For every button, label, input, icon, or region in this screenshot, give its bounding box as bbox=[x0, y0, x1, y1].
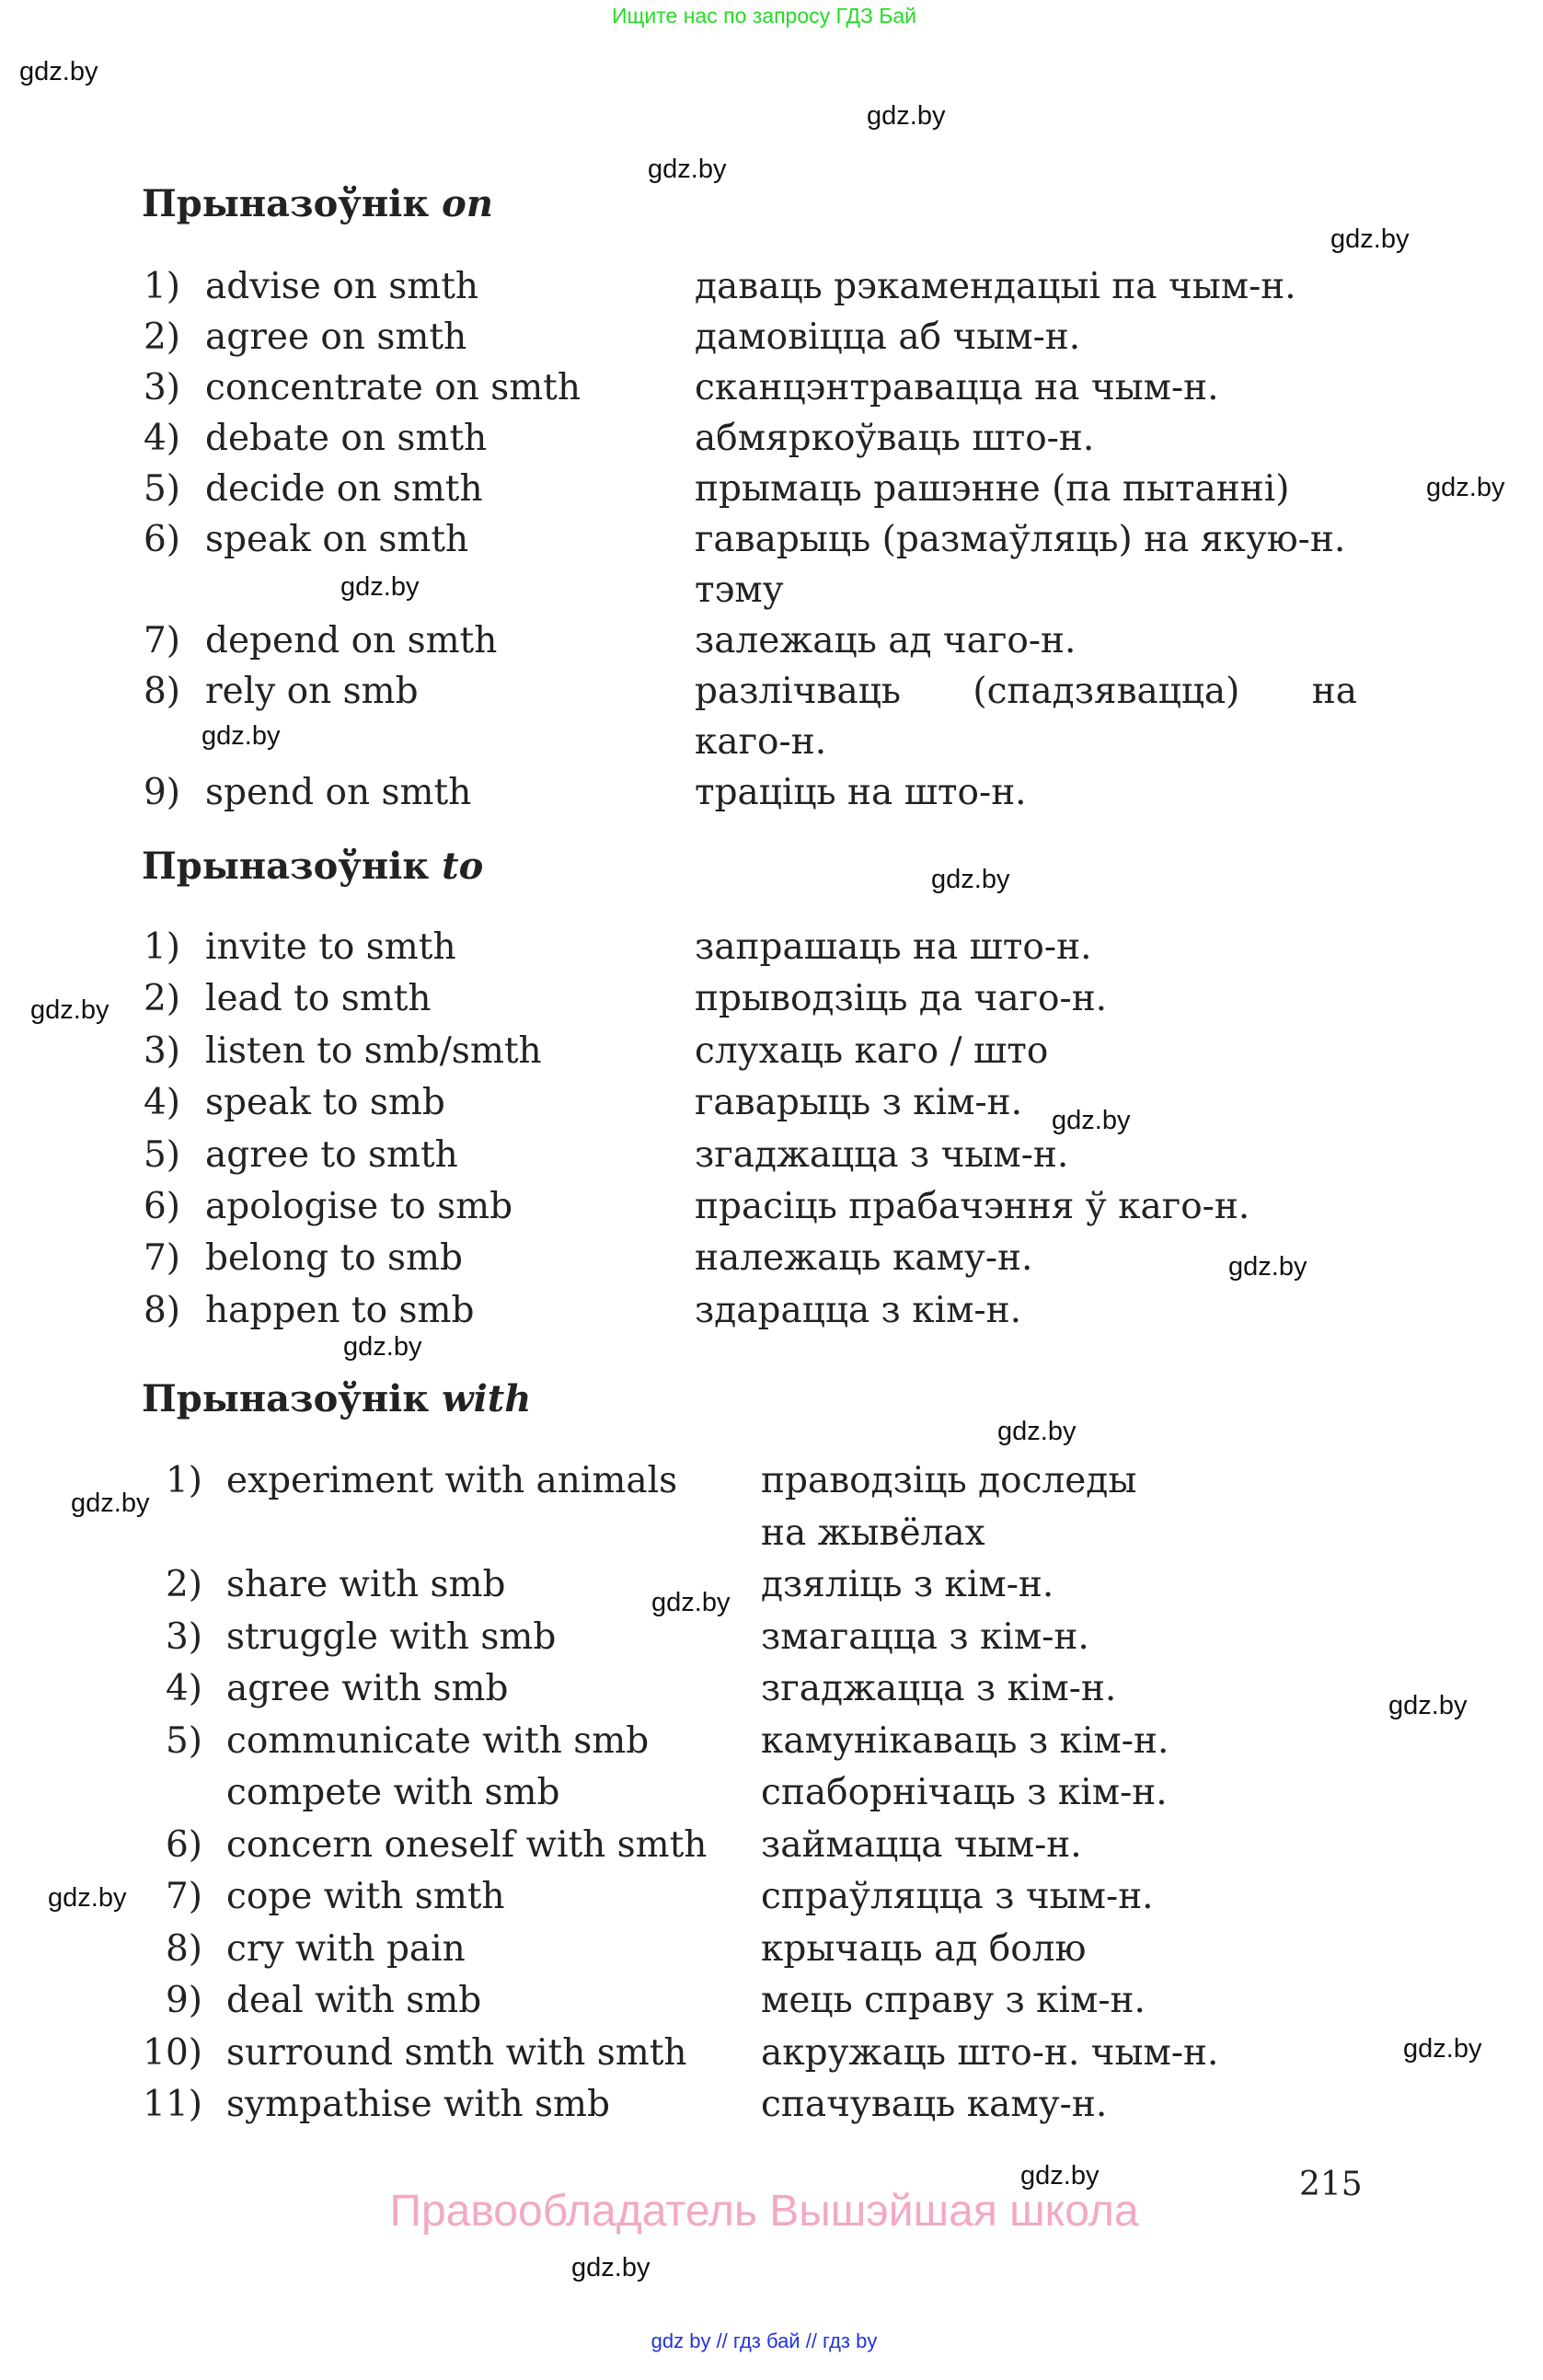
item-number: 8) bbox=[143, 1289, 180, 1331]
term-line: cope with smth bbox=[226, 1876, 505, 1917]
item-number: 9) bbox=[165, 1980, 202, 2021]
item-number: 7) bbox=[143, 620, 180, 661]
item-translation bbox=[761, 1455, 1136, 1559]
item-term bbox=[226, 1924, 466, 1976]
translation-line: на жывёлах bbox=[761, 1512, 985, 1554]
item-translation bbox=[761, 1820, 1082, 1872]
heading-preposition: on bbox=[442, 182, 493, 225]
list-item bbox=[0, 1975, 1543, 2028]
translation-line: згаджацца з чым-н. bbox=[695, 1133, 1069, 1176]
item-number: 6) bbox=[165, 1823, 202, 1866]
item-translation bbox=[695, 615, 1076, 666]
item-number: 4) bbox=[165, 1668, 202, 1709]
translation-line: мець справу з кім-н. bbox=[761, 1980, 1146, 2021]
heading-prefix: Прыназоўнік bbox=[142, 182, 430, 225]
term-line: cry with pain bbox=[226, 1927, 466, 1970]
term-line: rely on smb bbox=[205, 671, 419, 712]
list-item bbox=[0, 922, 1543, 973]
list-item bbox=[0, 1130, 1543, 1181]
item-translation bbox=[695, 767, 1027, 818]
heading-preposition: to bbox=[442, 845, 484, 888]
term-line: concern oneself with smth bbox=[226, 1823, 708, 1866]
item-number: 7) bbox=[143, 1237, 180, 1280]
item-term bbox=[205, 922, 456, 973]
item-translation bbox=[695, 362, 1219, 413]
item-term bbox=[205, 1285, 474, 1337]
list-item bbox=[0, 615, 1543, 666]
item-term bbox=[226, 1612, 556, 1664]
translation-line: належаць каму-н. bbox=[695, 1237, 1033, 1280]
translation-line: крычаць ад болю bbox=[761, 1927, 1087, 1970]
term-line: agree to smth bbox=[205, 1133, 458, 1176]
list-item bbox=[0, 1026, 1543, 1077]
list-item bbox=[0, 413, 1543, 464]
term-line: decide on smth bbox=[205, 468, 483, 510]
item-translation bbox=[695, 514, 1345, 615]
item-translation bbox=[761, 1663, 1116, 1716]
list-item bbox=[0, 1285, 1543, 1337]
item-number: 1) bbox=[143, 926, 180, 968]
item-translation bbox=[761, 2079, 1107, 2132]
watermark-text: gdz.by bbox=[997, 1417, 1077, 1446]
translation-line: сканцэнтравацца на чым-н. bbox=[695, 367, 1219, 408]
translation-line: праводзіць доследы bbox=[761, 1460, 1137, 1501]
watermark-text: gdz.by bbox=[19, 57, 98, 86]
heading-with bbox=[142, 1377, 531, 1420]
list-with bbox=[0, 1455, 1543, 2132]
list-item bbox=[0, 1181, 1543, 1233]
item-term bbox=[226, 1455, 677, 1508]
term-line: speak on smth bbox=[205, 519, 469, 560]
translation-line: даваць рэкамендацыі па чым-н. bbox=[695, 266, 1296, 307]
list-item bbox=[0, 973, 1543, 1025]
item-number: 8) bbox=[143, 671, 180, 712]
list-to bbox=[0, 922, 1543, 1337]
item-translation bbox=[761, 1924, 1086, 1976]
item-translation bbox=[695, 1181, 1249, 1233]
item-number: 3) bbox=[165, 1615, 202, 1658]
item-number: 3) bbox=[143, 367, 180, 408]
item-term bbox=[226, 1559, 506, 1612]
item-term bbox=[205, 1181, 512, 1233]
watermark-text: gdz.by bbox=[71, 1489, 150, 1518]
item-term bbox=[205, 413, 487, 464]
watermark-text: gdz.by bbox=[867, 101, 946, 131]
term-line: listen to smb/smth bbox=[205, 1029, 542, 1072]
watermark-text: gdz.by bbox=[1228, 1252, 1307, 1282]
item-term bbox=[205, 1130, 458, 1181]
item-translation bbox=[695, 312, 1080, 362]
list-item bbox=[0, 1820, 1543, 1872]
term-line: depend on smth bbox=[205, 620, 498, 661]
watermark-text: gdz.by bbox=[931, 865, 1010, 894]
list-item bbox=[0, 261, 1543, 312]
item-number: 8) bbox=[165, 1927, 202, 1970]
item-number: 6) bbox=[143, 519, 180, 560]
list-item bbox=[0, 1663, 1543, 1716]
item-number: 9) bbox=[143, 772, 180, 813]
watermark-text: gdz.by bbox=[1426, 473, 1505, 502]
item-translation bbox=[695, 464, 1289, 514]
term-line: spend on smth bbox=[205, 772, 472, 813]
item-translation bbox=[761, 1612, 1089, 1664]
item-term bbox=[226, 1975, 481, 2028]
item-number: 10) bbox=[143, 2031, 202, 2074]
list-item bbox=[0, 1455, 1543, 1559]
item-term bbox=[226, 1871, 505, 1924]
page-number: 215 bbox=[1299, 2166, 1363, 2203]
translation-line: прыводзіць да чаго-н. bbox=[695, 978, 1108, 1020]
list-item bbox=[0, 514, 1543, 615]
translation-word: разлічваць bbox=[695, 671, 902, 712]
watermark-text: gdz.by bbox=[343, 1332, 422, 1362]
item-term bbox=[226, 2028, 687, 2080]
item-term bbox=[205, 666, 419, 717]
translation-line: прымаць рашэнне (па пытанні) bbox=[695, 468, 1290, 510]
item-number: 6) bbox=[143, 1186, 180, 1228]
translation-line: гаварыць з кім-н. bbox=[695, 1082, 1023, 1124]
item-term bbox=[205, 1026, 542, 1077]
translation-line: траціць на што-н. bbox=[695, 772, 1027, 813]
item-term bbox=[205, 261, 478, 312]
item-term bbox=[226, 1820, 707, 1872]
list-item bbox=[0, 464, 1543, 514]
translation-line: запрашаць на што-н. bbox=[695, 926, 1092, 968]
item-number: 5) bbox=[165, 1719, 202, 1762]
term-line: apologise to smb bbox=[205, 1186, 513, 1228]
translation-line: дамовіцца аб чым-н. bbox=[695, 316, 1081, 358]
list-item bbox=[0, 1233, 1543, 1284]
term-line: debate on smth bbox=[205, 418, 488, 459]
translation-line: залежаць ад чаго-н. bbox=[695, 620, 1077, 661]
list-item bbox=[0, 2079, 1543, 2132]
list-item bbox=[0, 1924, 1543, 1976]
list-on bbox=[0, 261, 1543, 818]
watermark-text: gdz.by bbox=[1052, 1106, 1131, 1135]
item-number: 7) bbox=[165, 1876, 202, 1917]
translation-line: камунікаваць з кім-н. bbox=[761, 1719, 1169, 1762]
translation-line: спаборнічаць з кім-н. bbox=[761, 1772, 1168, 1813]
item-term bbox=[205, 464, 483, 514]
translation-line: здарацца з кім-н. bbox=[695, 1289, 1021, 1331]
list-item bbox=[0, 312, 1543, 362]
translation-line: акружаць што-н. чым-н. bbox=[761, 2031, 1219, 2074]
item-number: 1) bbox=[165, 1460, 202, 1501]
translation-word: на bbox=[1311, 671, 1357, 712]
translation-line: гаварыць (размаўляць) на якую-н. bbox=[695, 519, 1346, 560]
translation-line: абмяркоўваць што-н. bbox=[695, 418, 1095, 459]
item-number: 4) bbox=[143, 418, 180, 459]
term-line: invite to smth bbox=[205, 926, 456, 968]
list-item bbox=[0, 362, 1543, 413]
term-line: communicate with smb bbox=[226, 1719, 650, 1762]
list-item bbox=[0, 1559, 1543, 1612]
translation-line: прасіць прабачэння ў каго-н. bbox=[695, 1186, 1250, 1228]
copyright-notice: Правообладатель Вышэйшая школа bbox=[389, 2187, 1139, 2236]
item-number: 1) bbox=[143, 266, 180, 307]
item-translation bbox=[695, 1130, 1068, 1181]
watermark-text: gdz.by bbox=[30, 995, 109, 1025]
item-term bbox=[205, 312, 466, 362]
item-number: 2) bbox=[165, 1564, 202, 1605]
list-item bbox=[0, 666, 1543, 767]
heading-preposition: with bbox=[442, 1377, 532, 1420]
item-number: 2) bbox=[143, 316, 180, 358]
list-item bbox=[0, 1612, 1543, 1664]
watermark-text: gdz.by bbox=[651, 1588, 731, 1617]
item-number: 5) bbox=[143, 468, 180, 510]
term-line: belong to smb bbox=[205, 1237, 463, 1280]
item-number: 11) bbox=[143, 2084, 202, 2125]
term-line: share with smb bbox=[226, 1564, 506, 1605]
item-number: 2) bbox=[143, 978, 180, 1020]
watermark-text: gdz.by bbox=[571, 2253, 651, 2282]
heading-prefix: Прыназоўнік bbox=[142, 1377, 430, 1420]
heading-on bbox=[142, 182, 493, 225]
item-term bbox=[226, 2079, 610, 2132]
item-translation bbox=[695, 1026, 1048, 1077]
list-item bbox=[0, 767, 1543, 818]
term-line: advise on smth bbox=[205, 266, 478, 307]
footer-links[interactable]: gdz by // гдз бай // гдз by bbox=[651, 2329, 878, 2352]
term-line: deal with smb bbox=[226, 1980, 482, 2021]
translation-line: займацца чым-н. bbox=[761, 1823, 1082, 1866]
item-translation bbox=[761, 2028, 1218, 2080]
translation-line: згаджацца з кім-н. bbox=[761, 1668, 1117, 1709]
watermark-text: gdz.by bbox=[1330, 224, 1410, 254]
term-line: concentrate on smth bbox=[205, 367, 581, 408]
item-term bbox=[205, 1233, 463, 1284]
watermark-text: gdz.by bbox=[1020, 2161, 1100, 2190]
item-term bbox=[205, 1077, 445, 1129]
item-term bbox=[226, 1663, 508, 1716]
heading-prefix: Прыназоўнік bbox=[142, 845, 430, 888]
translation-line: тэму bbox=[695, 569, 784, 611]
list-item bbox=[0, 1716, 1543, 1820]
item-translation bbox=[695, 1285, 1021, 1337]
watermark-text: gdz.by bbox=[1388, 1691, 1468, 1720]
list-item bbox=[0, 1871, 1543, 1924]
translation-line bbox=[695, 666, 1357, 717]
term-line: experiment with animals bbox=[226, 1460, 678, 1501]
watermark-text: gdz.by bbox=[1403, 2034, 1482, 2064]
item-translation bbox=[761, 1975, 1146, 2028]
item-translation bbox=[695, 413, 1094, 464]
term-line: lead to smth bbox=[205, 978, 432, 1020]
top-search-banner[interactable]: Ищите нас по запросу ГДЗ Бай bbox=[611, 4, 917, 28]
heading-to bbox=[142, 845, 483, 888]
watermark-text: gdz.by bbox=[648, 155, 727, 184]
item-term bbox=[205, 514, 468, 565]
watermark-text: gdz.by bbox=[202, 721, 281, 751]
translation-line: спраўляцца з чым-н. bbox=[761, 1876, 1154, 1917]
item-translation bbox=[695, 973, 1107, 1025]
item-translation bbox=[695, 1077, 1022, 1129]
item-term bbox=[205, 615, 497, 666]
term-line: agree with smb bbox=[226, 1668, 509, 1709]
item-term bbox=[226, 1716, 649, 1820]
translation-line: каго-н. bbox=[695, 721, 827, 763]
translation-line: слухаць каго / што bbox=[695, 1029, 1049, 1072]
item-number: 4) bbox=[143, 1082, 180, 1124]
item-translation bbox=[695, 261, 1296, 312]
item-number: 3) bbox=[143, 1029, 180, 1072]
term-line: agree on smth bbox=[205, 316, 467, 358]
term-line: sympathise with smb bbox=[226, 2084, 611, 2125]
item-translation bbox=[761, 1871, 1154, 1924]
item-translation bbox=[761, 1716, 1169, 1820]
term-line: compete with smb bbox=[226, 1772, 560, 1813]
term-line: happen to smb bbox=[205, 1289, 475, 1331]
item-translation bbox=[695, 666, 1357, 767]
item-term bbox=[205, 973, 432, 1025]
watermark-text: gdz.by bbox=[48, 1883, 127, 1913]
term-line: speak to smb bbox=[205, 1082, 445, 1124]
translation-line: дзяліць з кім-н. bbox=[761, 1564, 1054, 1605]
watermark-text: gdz.by bbox=[340, 572, 420, 602]
item-translation bbox=[695, 1233, 1032, 1284]
list-item bbox=[0, 2028, 1543, 2080]
item-term bbox=[205, 362, 581, 413]
translation-line: спачуваць каму-н. bbox=[761, 2084, 1108, 2125]
translation-line: змагацца з кім-н. bbox=[761, 1615, 1089, 1658]
term-line: surround smth with smth bbox=[226, 2031, 687, 2074]
term-line: struggle with smb bbox=[226, 1615, 557, 1658]
item-translation bbox=[695, 922, 1091, 973]
translation-word: (спадзявацца) bbox=[973, 671, 1240, 712]
item-number: 5) bbox=[143, 1133, 180, 1176]
item-translation bbox=[761, 1559, 1054, 1612]
item-term bbox=[205, 767, 471, 818]
list-item bbox=[0, 1077, 1543, 1129]
